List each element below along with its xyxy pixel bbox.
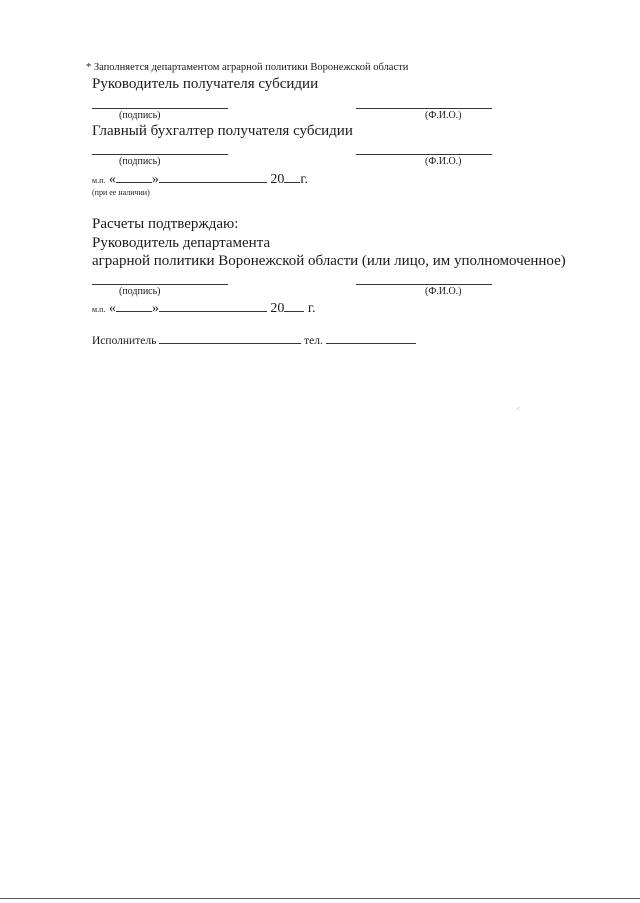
stamp-label: м.п. xyxy=(92,305,106,314)
month-field[interactable] xyxy=(159,170,267,183)
confirmation-signature-caption: (подпись) xyxy=(119,286,161,297)
month-field[interactable] xyxy=(159,299,267,312)
phone-label: тел. xyxy=(304,335,323,347)
confirmation-line-3: аграрной политики Воронежской области (или лицо, им уполномоченное) xyxy=(92,253,566,269)
stamp-label: м.п. xyxy=(92,176,106,185)
chief-accountant-signature-caption: (подпись) xyxy=(119,156,161,167)
recipient-head-signature-caption: (подпись) xyxy=(119,110,161,121)
day-field[interactable] xyxy=(116,299,152,312)
date-block-1 xyxy=(92,170,308,188)
open-quote: « xyxy=(108,172,116,187)
recipient-head-title: Руководитель получателя субсидии xyxy=(92,76,319,92)
chief-accountant-signature-line[interactable] xyxy=(92,154,228,155)
executor-label: Исполнитель xyxy=(92,335,157,347)
phone-field[interactable] xyxy=(326,331,416,344)
confirmation-name-caption: (Ф.И.О.) xyxy=(425,286,462,297)
confirmation-line-1: Расчеты подтверждаю: xyxy=(92,216,239,232)
page-bottom-edge xyxy=(0,898,640,899)
confirmation-line-2: Руководитель департамента xyxy=(92,235,271,251)
scan-speck: ⁖ xyxy=(516,405,521,413)
date-block-2 xyxy=(92,299,316,317)
day-field[interactable] xyxy=(116,170,152,183)
year-suffix: г. xyxy=(300,172,309,187)
stamp-note: (при ее наличии) xyxy=(92,188,150,197)
recipient-head-name-caption: (Ф.И.О.) xyxy=(425,110,462,121)
footnote: * Заполняется департаментом аграрной политики Воронежской области xyxy=(86,62,409,73)
confirmation-name-line[interactable] xyxy=(356,284,492,285)
chief-accountant-name-line[interactable] xyxy=(356,154,492,155)
chief-accountant-name-caption: (Ф.И.О.) xyxy=(425,156,462,167)
year-field[interactable] xyxy=(284,170,300,183)
year-suffix: г. xyxy=(307,301,316,316)
year-prefix: 20 xyxy=(270,301,285,316)
recipient-head-signature-line[interactable] xyxy=(92,108,228,109)
confirmation-signature-line[interactable] xyxy=(92,284,228,285)
open-quote: « xyxy=(108,301,116,316)
close-quote: » xyxy=(151,172,159,187)
executor-name-field[interactable] xyxy=(159,331,301,344)
chief-accountant-title: Главный бухгалтер получателя субсидии xyxy=(92,123,353,139)
recipient-head-name-line[interactable] xyxy=(356,108,492,109)
year-field[interactable] xyxy=(284,299,304,312)
year-prefix: 20 xyxy=(270,172,285,187)
executor-row xyxy=(92,331,416,347)
close-quote: » xyxy=(151,301,159,316)
